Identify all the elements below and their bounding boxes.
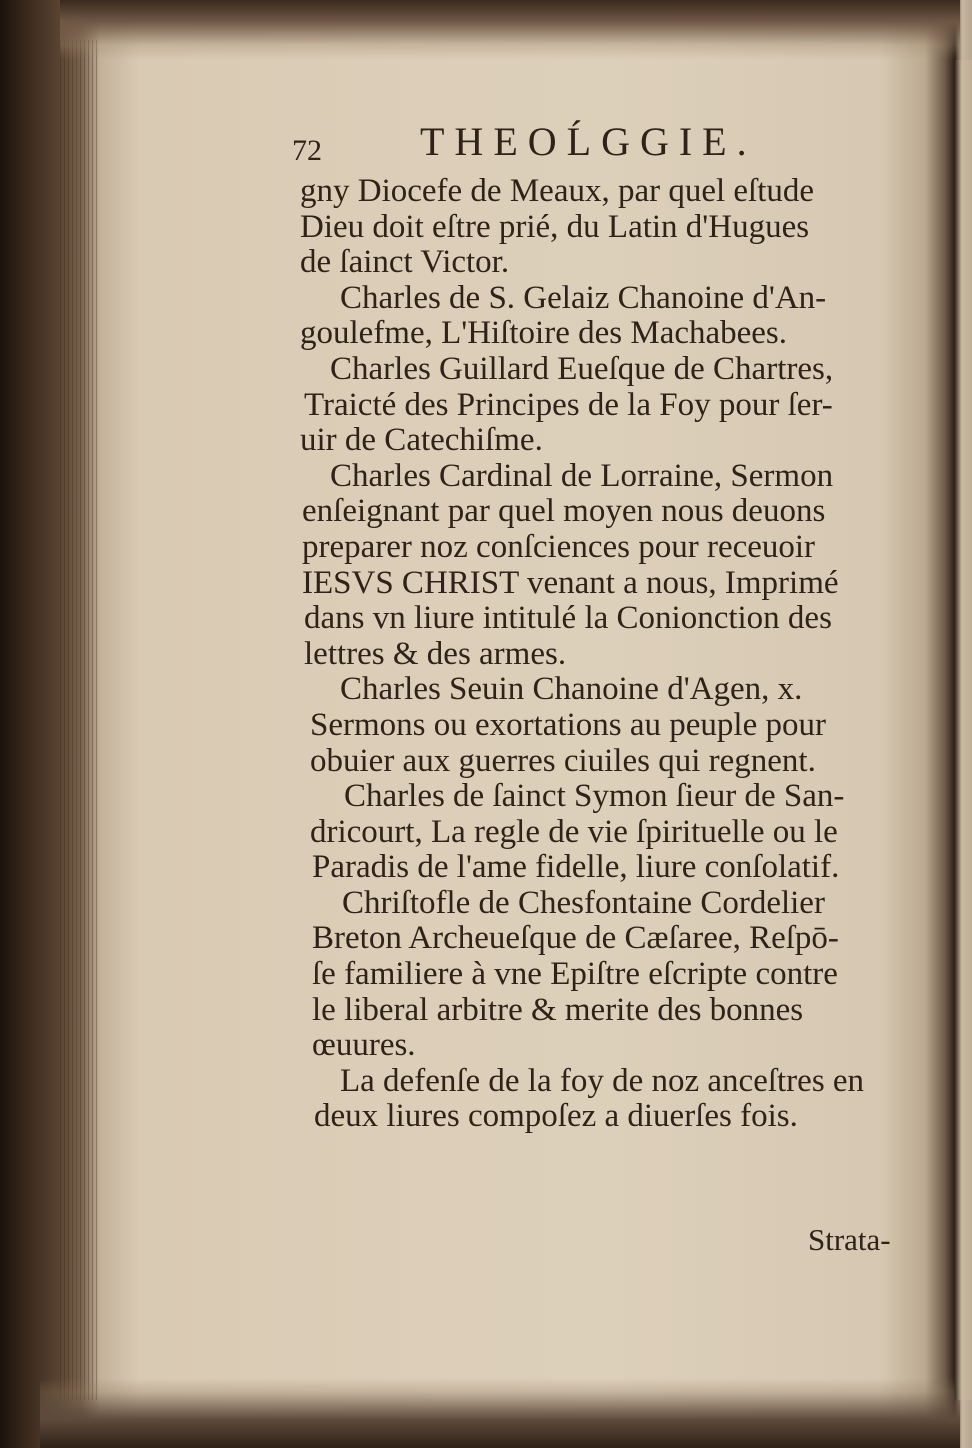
text-line: œuures. xyxy=(312,1027,416,1064)
text-line: Charles Seuin Chanoine d'Agen, x. xyxy=(340,671,803,708)
text-line: goulefme, L'Hiſtoire des Machabees. xyxy=(300,315,788,352)
text-line: lettres & des armes. xyxy=(304,635,567,672)
text-line: Dieu doit eſtre prié, du Latin d'Hugues xyxy=(300,208,810,245)
page-edges xyxy=(60,40,100,1400)
text-line: gny Diocefe de Meaux, par quel eſtude xyxy=(300,173,815,209)
running-head xyxy=(292,118,912,174)
text-line: de ſainct Victor. xyxy=(300,244,510,281)
text-line: deux liures compoſez a diuerſes fois. xyxy=(314,1098,798,1135)
running-head-title: THEOĹGGIE. xyxy=(420,119,757,164)
text-line: Charles de S. Gelaiz Chanoine d'An- xyxy=(340,279,827,316)
text-line: La defenſe de la foy de noz anceſtres en xyxy=(340,1062,865,1099)
text-line: enſeignant par quel moyen nous deuons xyxy=(302,493,826,530)
page-text-block xyxy=(292,118,912,1135)
text-line: Charles Cardinal de Lorraine, Sermon xyxy=(330,457,834,494)
text-line: dricourt, La regle de vie ſpirituelle ou le xyxy=(310,813,838,850)
text-line: uir de Catechiſme. xyxy=(300,422,543,459)
text-line: ſe familiere à vne Epiſtre eſcripte contre xyxy=(312,956,838,993)
text-line: obuier aux guerres ciuiles qui regnent. xyxy=(310,742,816,779)
text-line: Chriſtofle de Chesfontaine Cordelier xyxy=(342,884,825,921)
text-line: Sermons ou exortations au peuple pour xyxy=(310,706,826,743)
text-line: Traicté des Principes de la Foy pour ſer- xyxy=(304,386,833,423)
text-line: le liberal arbitre & merite des bonnes xyxy=(312,991,804,1028)
text-line: Charles Guillard Eueſque de Chartres, xyxy=(330,350,834,387)
text-line: Breton Archeueſque de Cæſaree, Reſpō- xyxy=(312,920,839,957)
catchword: Strata- xyxy=(808,1222,891,1257)
text-line: Paradis de l'ame fidelle, liure conſolatif. xyxy=(312,849,840,886)
text-line: Charles de ſainct Symon ſieur de San- xyxy=(344,778,845,815)
facing-page-edge xyxy=(955,60,972,1400)
bottom-shadow xyxy=(40,1378,960,1448)
top-shadow xyxy=(60,0,960,60)
text-line: preparer noz conſciences pour receuoir xyxy=(302,528,816,565)
text-line: IESVS CHRIST venant a nous, Imprimé xyxy=(302,564,839,601)
folio: 72 xyxy=(292,134,322,167)
text-line: dans vn liure intitulé la Conionction des xyxy=(304,600,832,637)
